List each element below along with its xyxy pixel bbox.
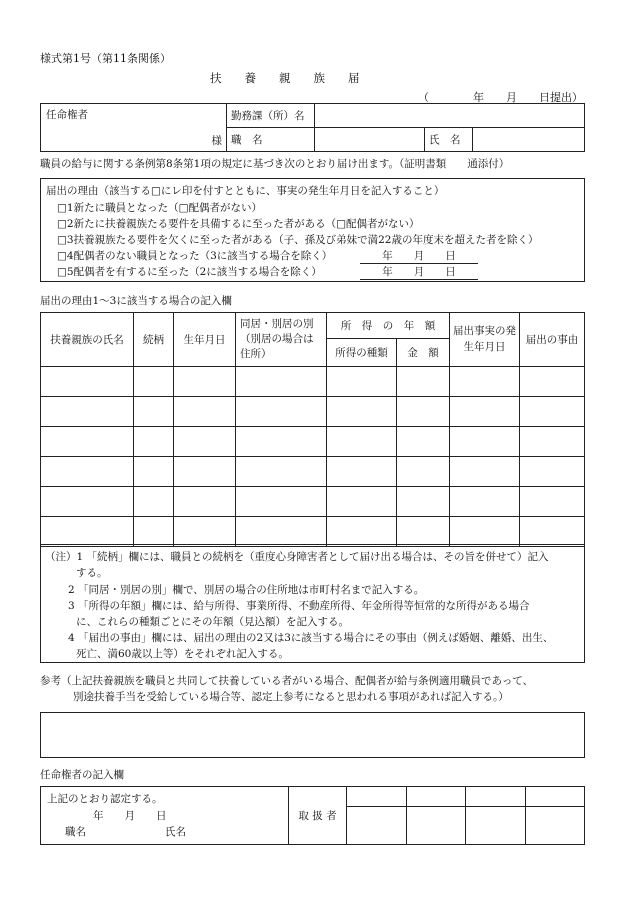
sama-label: 様	[211, 135, 222, 147]
position-field[interactable]	[315, 128, 425, 152]
reference-line-2: 別途扶養手当を受給している場合等、認定上参考になると思われる事項があれば記入する。）	[73, 691, 509, 703]
handler-label: 取 扱 者	[289, 787, 347, 845]
table-row	[41, 517, 585, 547]
certified-date: 年 月 日	[93, 810, 167, 822]
note-1: （注）1 「続柄」欄には、職員との続柄を（重度心身障害者として届け出る場合は、その旨を併せて）記入	[45, 551, 549, 563]
appointer-cell[interactable]	[41, 104, 227, 152]
table-row	[41, 427, 585, 457]
col-relation: 続柄	[134, 313, 174, 367]
reason-4-date[interactable]: 年 月 日	[360, 248, 478, 264]
page-title: 扶 養 親 族 届	[210, 71, 360, 85]
reason-5-date[interactable]: 年 月 日	[360, 264, 478, 280]
reason-4[interactable]: □4配偶者のない職員となった（3に該当する場合を除く）	[57, 250, 333, 262]
reference-field[interactable]	[40, 712, 585, 758]
table-row	[41, 457, 585, 487]
col-birth: 生年月日	[174, 313, 236, 367]
name-label: 氏 名	[425, 128, 473, 152]
certified-text: 上記のとおり認定する。	[47, 793, 163, 805]
note-4: 4 「届出の事由」欄には、届出の理由の2又は3に該当する場合にその事由（例えば婚姻、離婚、出生、	[68, 632, 554, 644]
certified-name: 氏名	[165, 826, 186, 838]
dept-label: 勤務課（所）名	[227, 104, 315, 128]
reference-line-1: 参考（上記扶養親族を職員と共同して扶養している者がいる場合、配偶者が給与条例適用職員であって、	[40, 675, 534, 687]
position-label: 職 名	[227, 128, 315, 152]
note-2: 2 「同居・別居の別」欄で、別居の場合の住所地は市町村名まで記入する。	[68, 584, 425, 596]
appointer-label: 任命権者	[46, 109, 88, 121]
dependents-table	[40, 312, 585, 547]
col-income: 所 得 の 年 額	[327, 313, 450, 339]
intro-text: 職員の給与に関する条例第8条第1項の規定に基づき次のとおり届け出ます。（証明書類 通添付）	[40, 158, 510, 170]
form-id: 様式第1号（第11条関係）	[40, 52, 171, 65]
reason-1[interactable]: □1新たに職員となった（□配偶者がない）	[57, 202, 263, 214]
table-row	[41, 487, 585, 517]
col-residence: 同居・別居の別（別居の場合は住所）	[236, 313, 327, 367]
certified-position: 職名	[65, 826, 86, 838]
col-name: 扶養親族の氏名	[41, 313, 134, 367]
table-row	[41, 367, 585, 397]
table-row	[41, 397, 585, 427]
reason-5[interactable]: □5配偶者を有するに至った（2に該当する場合を除く）	[57, 266, 322, 278]
note-4b: 死亡、満60歳以上等）をそれぞれ記入する。	[76, 648, 289, 660]
reasons-heading: 届出の理由（該当する□にレ印を付すとともに、事実の発生年月日を記入すること）	[46, 185, 445, 197]
col-income-amount: 金 額	[397, 339, 450, 367]
submission-date: （ 年 月 日提出）	[418, 91, 583, 104]
col-event-date: 届出事実の発生年月日	[450, 313, 520, 367]
table-section-label: 届出の理由1～3に該当する場合の記入欄	[40, 295, 232, 307]
reason-3[interactable]: □3扶養親族たる要件を欠くに至った者がある（子、孫及び弟妹で満22歳の年度末を超えた者を除く）	[57, 234, 539, 246]
name-field[interactable]	[473, 128, 585, 152]
reason-2[interactable]: □2新たに扶養親族たる要件を具備するに至った者がある（□配偶者がない）	[57, 218, 420, 230]
appointer-section-label: 任命権者の記入欄	[40, 769, 124, 781]
header-table	[40, 103, 585, 152]
dept-field[interactable]	[315, 104, 585, 128]
appointer-table	[40, 786, 585, 845]
note-3: 3 「所得の年額」欄には、給与所得、事業所得、不動産所得、年金所得等恒常的な所得がある場合	[68, 600, 530, 612]
col-event-reason: 届出の事由	[520, 313, 585, 367]
col-income-type: 所得の種類	[327, 339, 397, 367]
note-1b: する。	[76, 567, 108, 579]
note-3b: に、これらの種類ごとにその年額（見込額）を記入する。	[76, 616, 349, 628]
certify-cell[interactable]	[41, 787, 289, 845]
